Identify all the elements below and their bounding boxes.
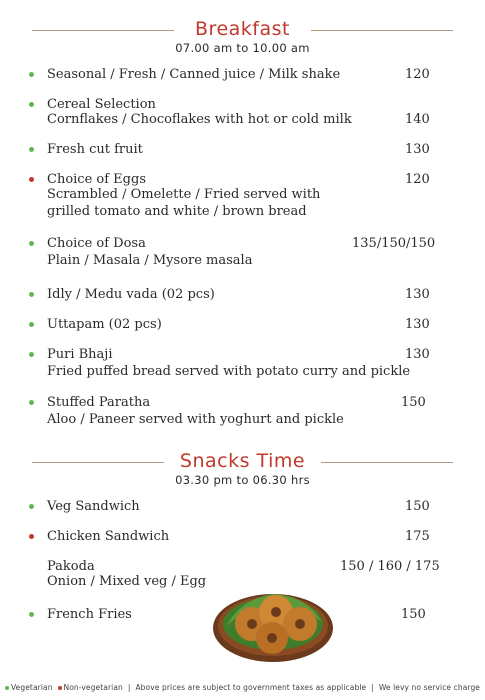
snacks-header (0, 450, 485, 487)
section-title: Snacks Time (172, 450, 313, 472)
veg-indicator-icon (29, 292, 34, 297)
item-description: Cornflakes / Chocoflakes with hot or cold milk (47, 112, 352, 127)
medu-vada-plate-image (212, 576, 334, 666)
veg-indicator-icon (29, 147, 34, 152)
item-price: 175 (405, 529, 430, 544)
item-name: French Fries (47, 607, 132, 622)
item-description: Fried puffed bread served with potato curry and pickle (47, 364, 411, 379)
service-charge-notice: We levy no service charge (378, 683, 481, 692)
veg-indicator-icon (29, 102, 34, 107)
veg-indicator-icon (29, 241, 34, 246)
item-price: 135/150/150 (352, 236, 436, 251)
item-price: 150 (405, 499, 430, 514)
divider-right (311, 30, 453, 31)
divider-right (321, 462, 453, 463)
item-name: Choice of Eggs (47, 172, 146, 187)
veg-indicator-icon (29, 504, 34, 509)
divider-left (32, 462, 164, 463)
veg-indicator-icon (29, 612, 34, 617)
item-name: Veg Sandwich (47, 499, 140, 514)
item-price: 130 (405, 317, 430, 332)
item-description: Plain / Masala / Mysore masala (47, 253, 253, 268)
item-name: Puri Bhaji (47, 347, 113, 362)
section-time: 03.30 pm to 06.30 hrs (175, 473, 310, 487)
item-price: 120 (405, 172, 430, 187)
item-price: 150 (401, 395, 426, 410)
item-name: Uttapam (02 pcs) (47, 317, 162, 332)
nonveg-indicator-icon (58, 686, 62, 690)
section-time: 07.00 am to 10.00 am (175, 41, 310, 55)
nonveg-indicator-icon (29, 177, 34, 182)
breakfast-header (0, 18, 485, 55)
veg-indicator-icon (29, 400, 34, 405)
item-price: 130 (405, 142, 430, 157)
legend-nonveg-label: Non-vegetarian (63, 683, 123, 692)
veg-indicator-icon (5, 686, 9, 690)
tax-notice: Above prices are subject to government taxes as applicable (135, 683, 367, 692)
divider-left (32, 30, 174, 31)
veg-indicator-icon (29, 352, 34, 357)
item-description-2: grilled tomato and white / brown bread (47, 204, 307, 219)
legend-footer: Vegetarian Non-vegetarian | Above prices are subject to government taxes as applicable | We levy no service charge (0, 683, 485, 692)
item-name: Seasonal / Fresh / Canned juice / Milk shake (47, 67, 341, 82)
item-name: Chicken Sandwich (47, 529, 170, 544)
item-description: Aloo / Paneer served with yoghurt and pickle (47, 412, 344, 427)
item-price: 150 (401, 607, 426, 622)
item-price: 140 (405, 112, 430, 127)
item-name: Idly / Medu vada (02 pcs) (47, 287, 215, 302)
item-price: 130 (405, 287, 430, 302)
item-name: Stuffed Paratha (47, 395, 151, 410)
item-price: 130 (405, 347, 430, 362)
item-description: Onion / Mixed veg / Egg (47, 574, 207, 589)
item-price: 120 (405, 67, 430, 82)
legend-veg-label: Vegetarian (10, 683, 53, 692)
section-title: Breakfast (187, 18, 298, 40)
item-description: Scrambled / Omelette / Fried served with (47, 187, 321, 202)
item-name: Cereal Selection (47, 97, 156, 112)
veg-indicator-icon (29, 322, 34, 327)
item-name: Fresh cut fruit (47, 142, 143, 157)
item-name: Pakoda (47, 559, 95, 574)
item-price: 150 / 160 / 175 (340, 559, 440, 574)
veg-indicator-icon (29, 72, 34, 77)
nonveg-indicator-icon (29, 534, 34, 539)
item-name: Choice of Dosa (47, 236, 146, 251)
